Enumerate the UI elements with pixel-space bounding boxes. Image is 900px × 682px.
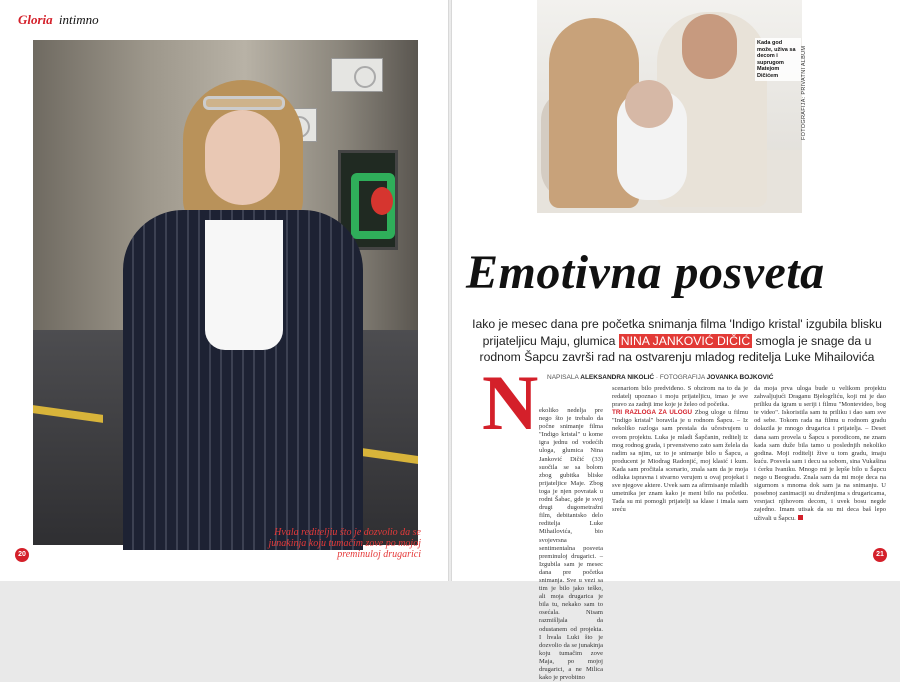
page-number: 21 bbox=[873, 548, 887, 562]
byline-label: · FOTOGRAFIJA bbox=[655, 374, 705, 381]
column-text: scenariom bilo predviđeno. S obzirom na to da je redatelj upoznao i moju prijateljicu, imao je sve pravo za zadnji ime koje je želeo od početka. bbox=[612, 385, 748, 409]
right-page bbox=[452, 0, 900, 682]
face bbox=[205, 110, 280, 205]
main-photo bbox=[33, 40, 421, 560]
byline bbox=[547, 374, 774, 381]
byline-label: NAPISALA bbox=[547, 374, 579, 381]
sunglasses bbox=[203, 96, 285, 110]
left-page bbox=[0, 0, 448, 581]
article-headline: Emotivna posveta bbox=[466, 246, 825, 299]
subheading: TRI RAZLOGA ZA ULOGU bbox=[612, 409, 693, 417]
end-mark bbox=[798, 515, 803, 520]
magazine-header bbox=[18, 12, 99, 28]
column-text: ekoliko nedelja pre nego što je trebalo da počne snimanje filma "Indigo kristal" u kome igra jednu od vodećih uloga, glumica Nina Janković Dičić (33) suočila se sa bolom zbog gubitka bliske prijateljice Maje. Zbog toga je njen povratak u rodni Šabac, gde je svoj drugi dugometražni film, debitantsko delo reditelja Luke Mihailovića, bio svojevrsna sentimentalna posveta preminuloj drugarici. – Izgubila sam je mesec dana pre početka snimanja. Sve u vezi sa tim je bilo jako teško, ali moja drugarica je bila tu, nekako sam to osećala. Nisam razmišljala da odustanem od projekta. I hvala Luki što je dozvolio da se junakinja koju tumačim zove Maja, po mojoj drugarici, a ne Milica kako je prvobitno bbox=[539, 407, 603, 682]
photo-credit: FOTOGRAFIJA: PRIVATNI ALBUM bbox=[801, 45, 807, 140]
father-head bbox=[682, 14, 737, 79]
author-name: ALEKSANDRA NIKOLIĆ bbox=[580, 374, 655, 381]
actress-figure bbox=[93, 70, 393, 545]
highlighted-name: NINA JANKOVIĆ DIČIĆ bbox=[620, 333, 751, 348]
white-top bbox=[205, 220, 283, 350]
column-text: da moja prva uloga bude u velikom projektu zahvaljujući Draganu Bjelogrliću, koji mi je dao priliku da igram u seriji i filmu "Montevideo, bog te video". Iskoristila sam tu priliku i dao sam sve od sebe. Tokom rada na filmu u rodnom gradu dolazila je mnogo drugarica i prijatelja. – Deset dana sam provela u Šapcu s porodicom, ne znam kada sam duže bila tamo u poslednjih nekoliko godina. Moji roditelji žive u tom gradu, imaju kuću. Posvela sam i decu sa sobom, sina Vukašina i ćerku Ivaniku. Mnogo mi je lepše bilo u Šapcu nego u Beogradu. Znala sam da mi moje deca na sigurnom s mnoma dok sam ja na snimanju. U posebnoj zanimaciji su druženjima s drugaricama, vrsnjaci njihovom decom, i uvek bosu negde zajedno. Imam utisak da su mi deca baš lepo uživali u Šapcu. bbox=[754, 385, 886, 522]
child-head bbox=[625, 80, 673, 128]
photographer-name: JOVANKA BOJKOVIĆ bbox=[706, 374, 774, 381]
page-number: 20 bbox=[15, 548, 29, 562]
section-name: intimno bbox=[58, 12, 99, 27]
drop-cap: N bbox=[482, 359, 539, 446]
lead-text: Iako je mesec dana pre početka snimanja filma 'Indigo kristal' izgubila blisku prijateljicu Maju, glumica bbox=[472, 317, 882, 348]
column-text: Zbog uloge u filmu "Indigo kristal" boravila je u rodnom Šapcu. – Iz nekoliko razloga sam prestala da učestvujem u ovom projektu. Luka je mladi Šapčanin, reditelj iz mog rodnog grada, i prvenstveno zato sam želela da radim sa njim, uz to je snimanje bilo u Šapcu, a producent je Miodrag Radonjić, moj klasić i kum. Kada sam pročitala scenario, znala sam da je moja odluka ispravna i stvarno verujem u ovaj projekat i sve njegove aktere. Uvek sam za afirmisanje mladih umetnika jer znam kako je meni bilo na početku. Tada su mi pomogli prijatelji sa klase i imala sam sreću bbox=[612, 409, 748, 514]
body-column-1-top bbox=[539, 407, 603, 682]
photo-quote: Hvala rediteljiu što je dozvolio da se junakinja koju tumačim zove po mojoj preminuloj drugarici bbox=[268, 527, 421, 560]
photo-caption: Kada god može, uživa sa decom i suprugom Matejom Dičićem bbox=[755, 38, 801, 81]
body-column-3 bbox=[754, 385, 886, 561]
lead-text: smogla je snage da u rodnom Šapcu završi rad na ostvarenju mladog reditelja Luke Mihailovića bbox=[479, 333, 875, 364]
body-column-2 bbox=[612, 385, 748, 561]
magazine-brand: Gloria bbox=[18, 12, 53, 27]
family-photo bbox=[537, 0, 802, 213]
